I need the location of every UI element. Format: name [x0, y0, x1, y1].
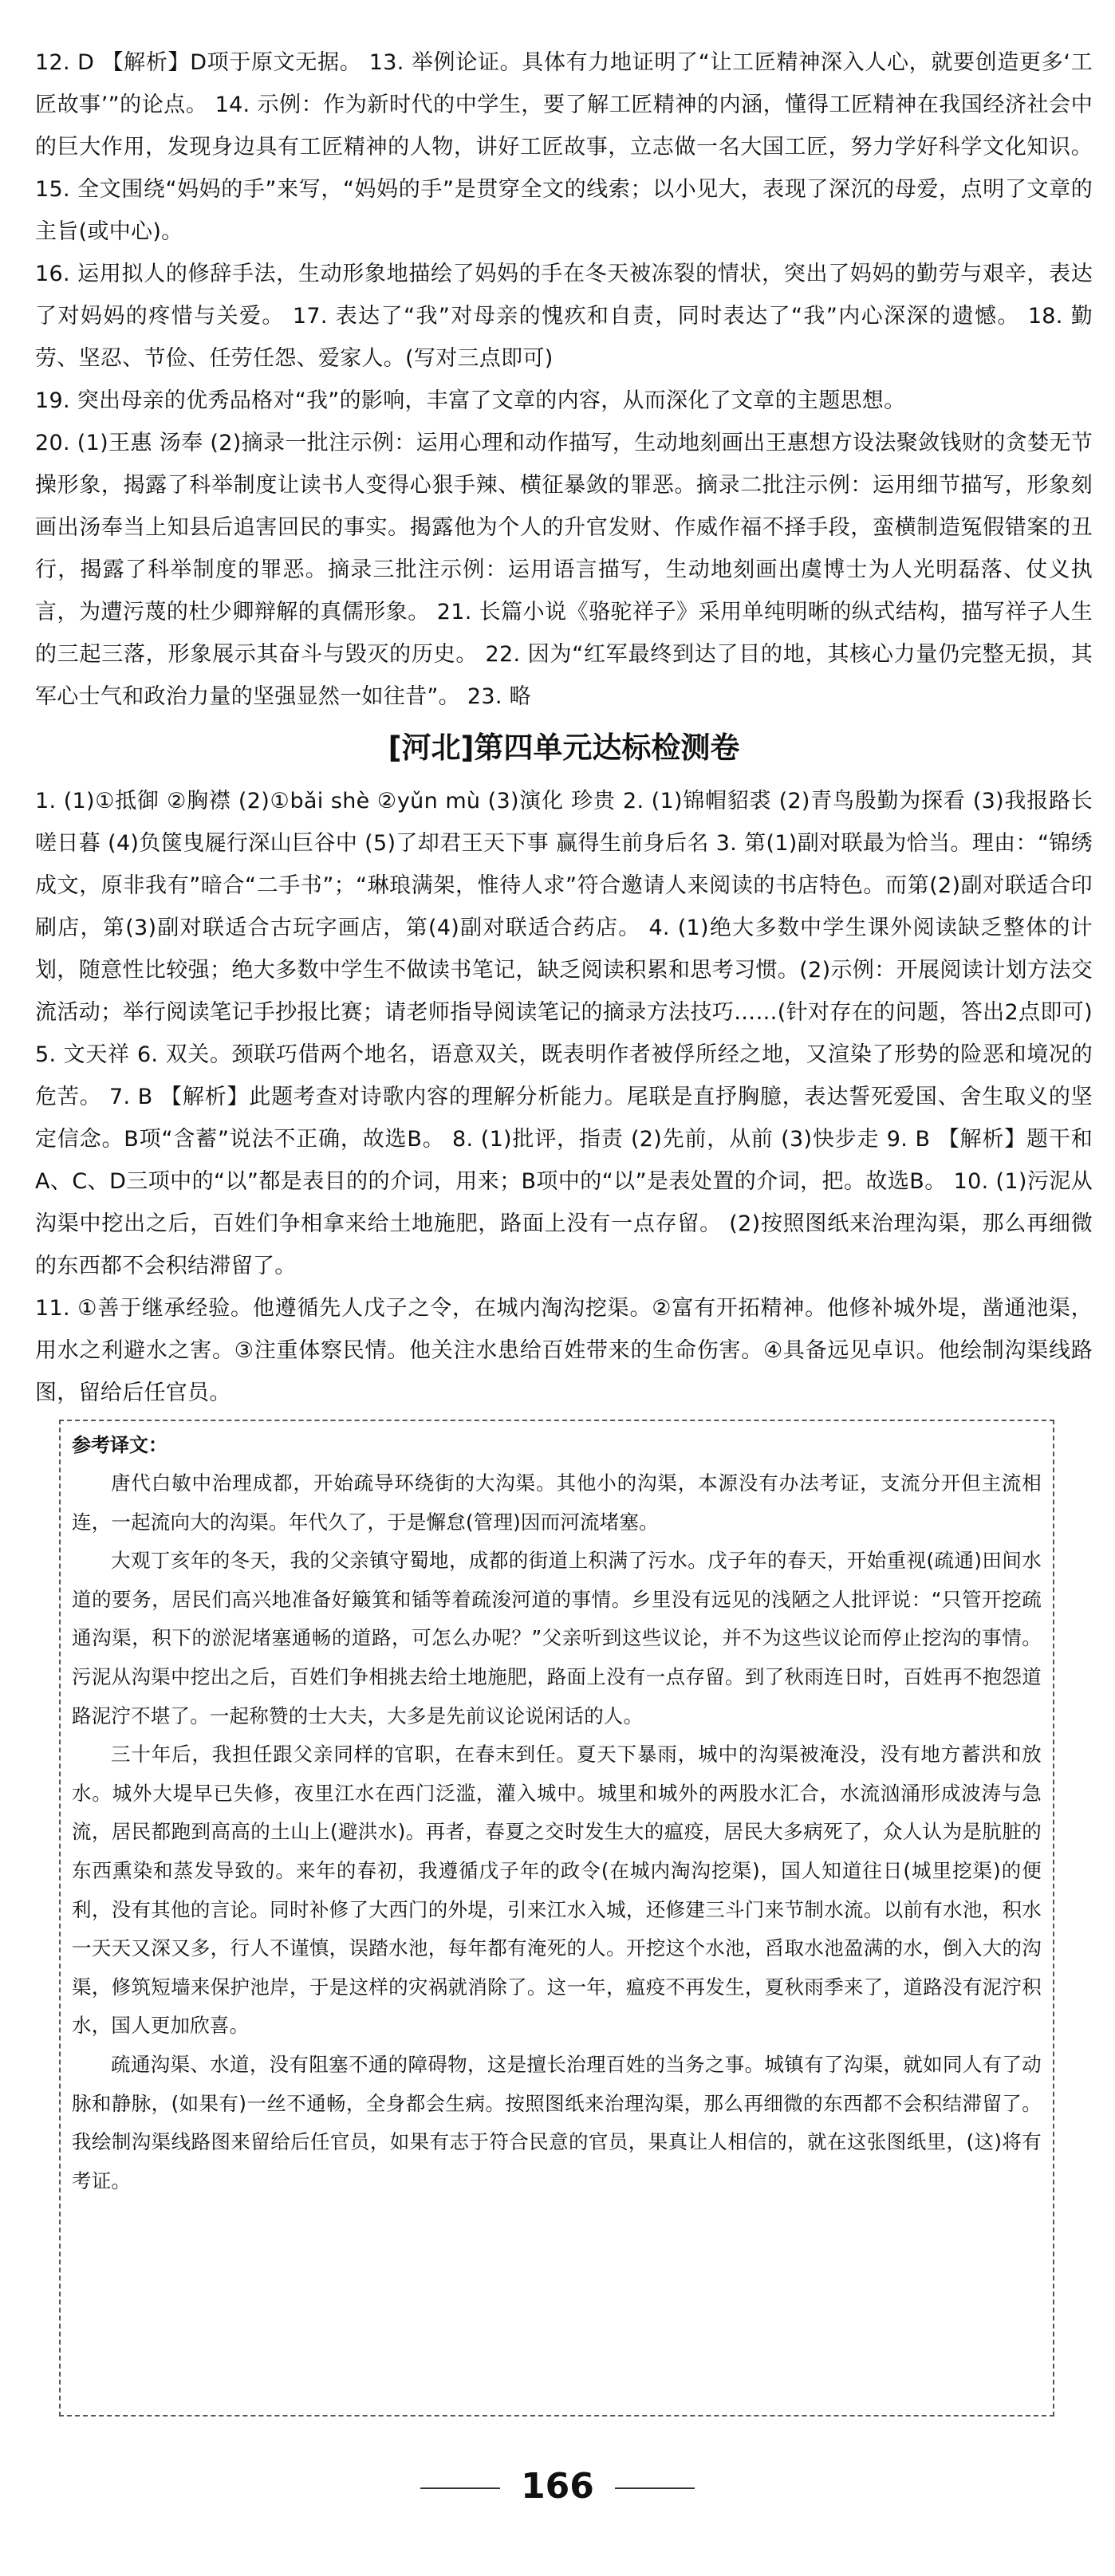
page-number-footer — [0, 2464, 1115, 2509]
answer-paragraph: 20. (1)王惠 汤奉 (2)摘录一批注示例：运用心理和动作描写，生动地刻画出王惠想方设法聚敛钱财的贪婪无节操形象，揭露了科举制度让读书人变得心狠手辣、横征暴敛的罪恶。摘录二批注示例：运用细节描写，形象刻画出汤奉当上知县后追害回民的事实。揭露他为个人的升官发财、作威作福不择手段，蛮横制造冤假错案的丑行，揭露了科举制度的罪恶。摘录三批注示例：运用语言描写，生动地刻画出虞博士为人光明磊落、仗义执言，为遭污蔑的杜少卿辩解的真儒形象。 21. 长篇小说《骆驼祥子》采用单纯明晰的纵式结构，描写祥子人生的三起三落，形象展示其奋斗与毁灭的历史。 22. 因为“红军最终到达了目的地，其核心力量仍完整无损，其军心士气和政治力量的坚强显然一如往昔”。 23. 略 — [35, 431, 1093, 709]
answer-paragraph: 19. 突出母亲的优秀品格对“我”的影响，丰富了文章的内容，从而深化了文章的主题思想。 — [35, 388, 906, 413]
divider — [420, 2487, 500, 2489]
translation-paragraph: 三十年后，我担任跟父亲同样的官职，在春末到任。夏天下暴雨，城中的沟渠被淹没，没有地方蓄洪和放水。城外大堤早已失修，夜里江水在西门泛滥，灌入城中。城里和城外的两股水汇合，水流汹涌形成波涛与急流，居民都跑到高高的土山上(避洪水)。再者，春夏之交时发生大的瘟疫，居民大多病死了，众人认为是肮脏的东西熏染和蒸发导致的。来年的春初，我遵循戊子年的政令(在城内淘沟挖渠)，国人知道往日(城里挖渠)的便利，没有其他的言论。同时补修了大西门的外堤，引来江水入城，还修建三斗门来节制水流。以前有水池，积水一天天又深又多，行人不谨慎，误踏水池，每年都有淹死的人。开挖这个水池，舀取水池盈满的水，倒入大的沟渠，修筑短墙来保护池岸，于是这样的灾祸就消除了。这一年，瘟疫不再发生，夏秋雨季来了，道路没有泥泞积水，国人更加欣喜。 — [72, 1743, 1042, 2038]
translation-paragraph: 唐代白敏中治理成都，开始疏导环绕街的大沟渠。其他小的沟渠，本源没有办法考证，支流分开但主流相连，一起流向大的沟渠。年代久了，于是懈怠(管理)因而河流堵塞。 — [72, 1471, 1042, 1534]
divider — [615, 2487, 695, 2489]
page-number: 166 — [521, 2466, 594, 2507]
translation-paragraph: 疏通沟渠、水道，没有阻塞不通的障碍物，这是擅长治理百姓的当务之事。城镇有了沟渠，就如同人有了动脉和静脉，(如果有)一丝不通畅，全身都会生病。按照图纸来治理沟渠，那么再细微的东西都不会积结滞留了。我绘制沟渠线路图来留给后任官员，如果有志于符合民意的官员，果真让人相信的，就在这张图纸里，(这)将有考证。 — [72, 2052, 1042, 2192]
translation-paragraph: 大观丁亥年的冬天，我的父亲镇守蜀地，成都的街道上积满了污水。戊子年的春天，开始重视(疏通)田间水道的要务，居民们高兴地准备好簸箕和锸等着疏浚河道的事情。乡里没有远见的浅陋之人批评说：“只管开挖疏通沟渠，积下的淤泥堵塞通畅的道路，可怎么办呢？”父亲听到这些议论，并不为这些议论而停止挖沟的事情。污泥从沟渠中挖出之后，百姓们争相挑去给土地施肥，路面上没有一点存留。到了秋雨连日时，百姓再不抱怨道路泥泞不堪了。一起称赞的士大夫，大多是先前议论说闲话的人。 — [72, 1549, 1042, 1727]
reference-translation-box — [59, 1420, 1054, 2416]
answer-paragraph: 1. (1)①抵御 ②胸襟 (2)①bǎi shè ②yǔn mù (3)演化 珍贵 2. (1)锦帽貂裘 (2)青鸟殷勤为探看 (3)我报路长嗟日暮 (4)负箧曳屣行深山巨谷中 (5)了却君王天下事 赢得生前身后名 3. 第(1)副对联最为恰当。理由：“锦绣成文，原非我有”暗合“二手书”；“琳琅满架，惟待人求”符合邀请人来阅读的书店特色。而第(2)副对联适合印刷店，第(3)副对联适合古玩字画店，第(4)副对联适合药店。 4. (1)绝大多数中学生课外阅读缺乏整体的计划，随意性比较强；绝大多数中学生不做读书笔记，缺乏阅读积累和思考习惯。(2)示例：开展阅读计划方法交流活动；举行阅读笔记手抄报比赛；请老师指导阅读笔记的摘录方法技巧……(针对存在的问题，答出2点即可) 5. 文天祥 6. 双关。颈联巧借两个地名，语意双关，既表明作者被俘所经之地，又渲染了形势的险恶和境况的危苦。 7. B 【解析】此题考查对诗歌内容的理解分析能力。尾联是直抒胸臆，表达誓死爱国、舍生取义的坚定信念。B项“含蓄”说法不正确，故选B。 8. (1)批评，指责 (2)先前，从前 (3)快步走 9. B 【解析】题干和A、C、D三项中的“以”都是表目的的介词，用来；B项中的“以”是表处置的介词，把。故选B。 10. (1)污泥从沟渠中挖出之后，百姓们争相拿来给土地施肥，路面上没有一点存留。 (2)按照图纸来治理沟渠，那么再细微的东西都不会积结滞留了。 — [35, 789, 1093, 1278]
section-title: [河北]第四单元达标检测卷 — [388, 731, 740, 765]
translation-label: 参考译文： — [72, 1434, 167, 1456]
answer-paragraph: 11. ①善于继承经验。他遵循先人戊子之令，在城内淘沟挖渠。②富有开拓精神。他修补城外堤，凿通池渠，用水之利避水之害。③注重体察民情。他关注水患给百姓带来的生命伤害。④具备远见卓识。他绘制沟渠线路图，留给后任官员。 — [35, 1296, 1093, 1405]
answer-page — [35, 41, 1093, 1414]
answer-paragraph: 12. D 【解析】D项于原文无据。 13. 举例论证。具体有力地证明了“让工匠精神深入人心，就要创造更多‘工匠故事’”的论点。 14. 示例：作为新时代的中学生，要了解工匠精神的内涵，懂得工匠精神在我国经济社会中的巨大作用，发现身边具有工匠精神的人物，讲好工匠故事，立志做一名大国工匠，努力学好科学文化知识。 15. 全文围绕“妈妈的手”来写，“妈妈的手”是贯穿全文的线索；以小见大，表现了深沉的母爱，点明了文章的主旨(或中心)。 — [35, 50, 1093, 244]
answer-paragraph: 16. 运用拟人的修辞手法，生动形象地描绘了妈妈的手在冬天被冻裂的情状，突出了妈妈的勤劳与艰辛，表达了对妈妈的疼惜与关爱。 17. 表达了“我”对母亲的愧疚和自责，同时表达了“我”内心深深的遗憾。 18. 勤劳、坚忍、节俭、任劳任怨、爱家人。(写对三点即可) — [35, 262, 1093, 371]
